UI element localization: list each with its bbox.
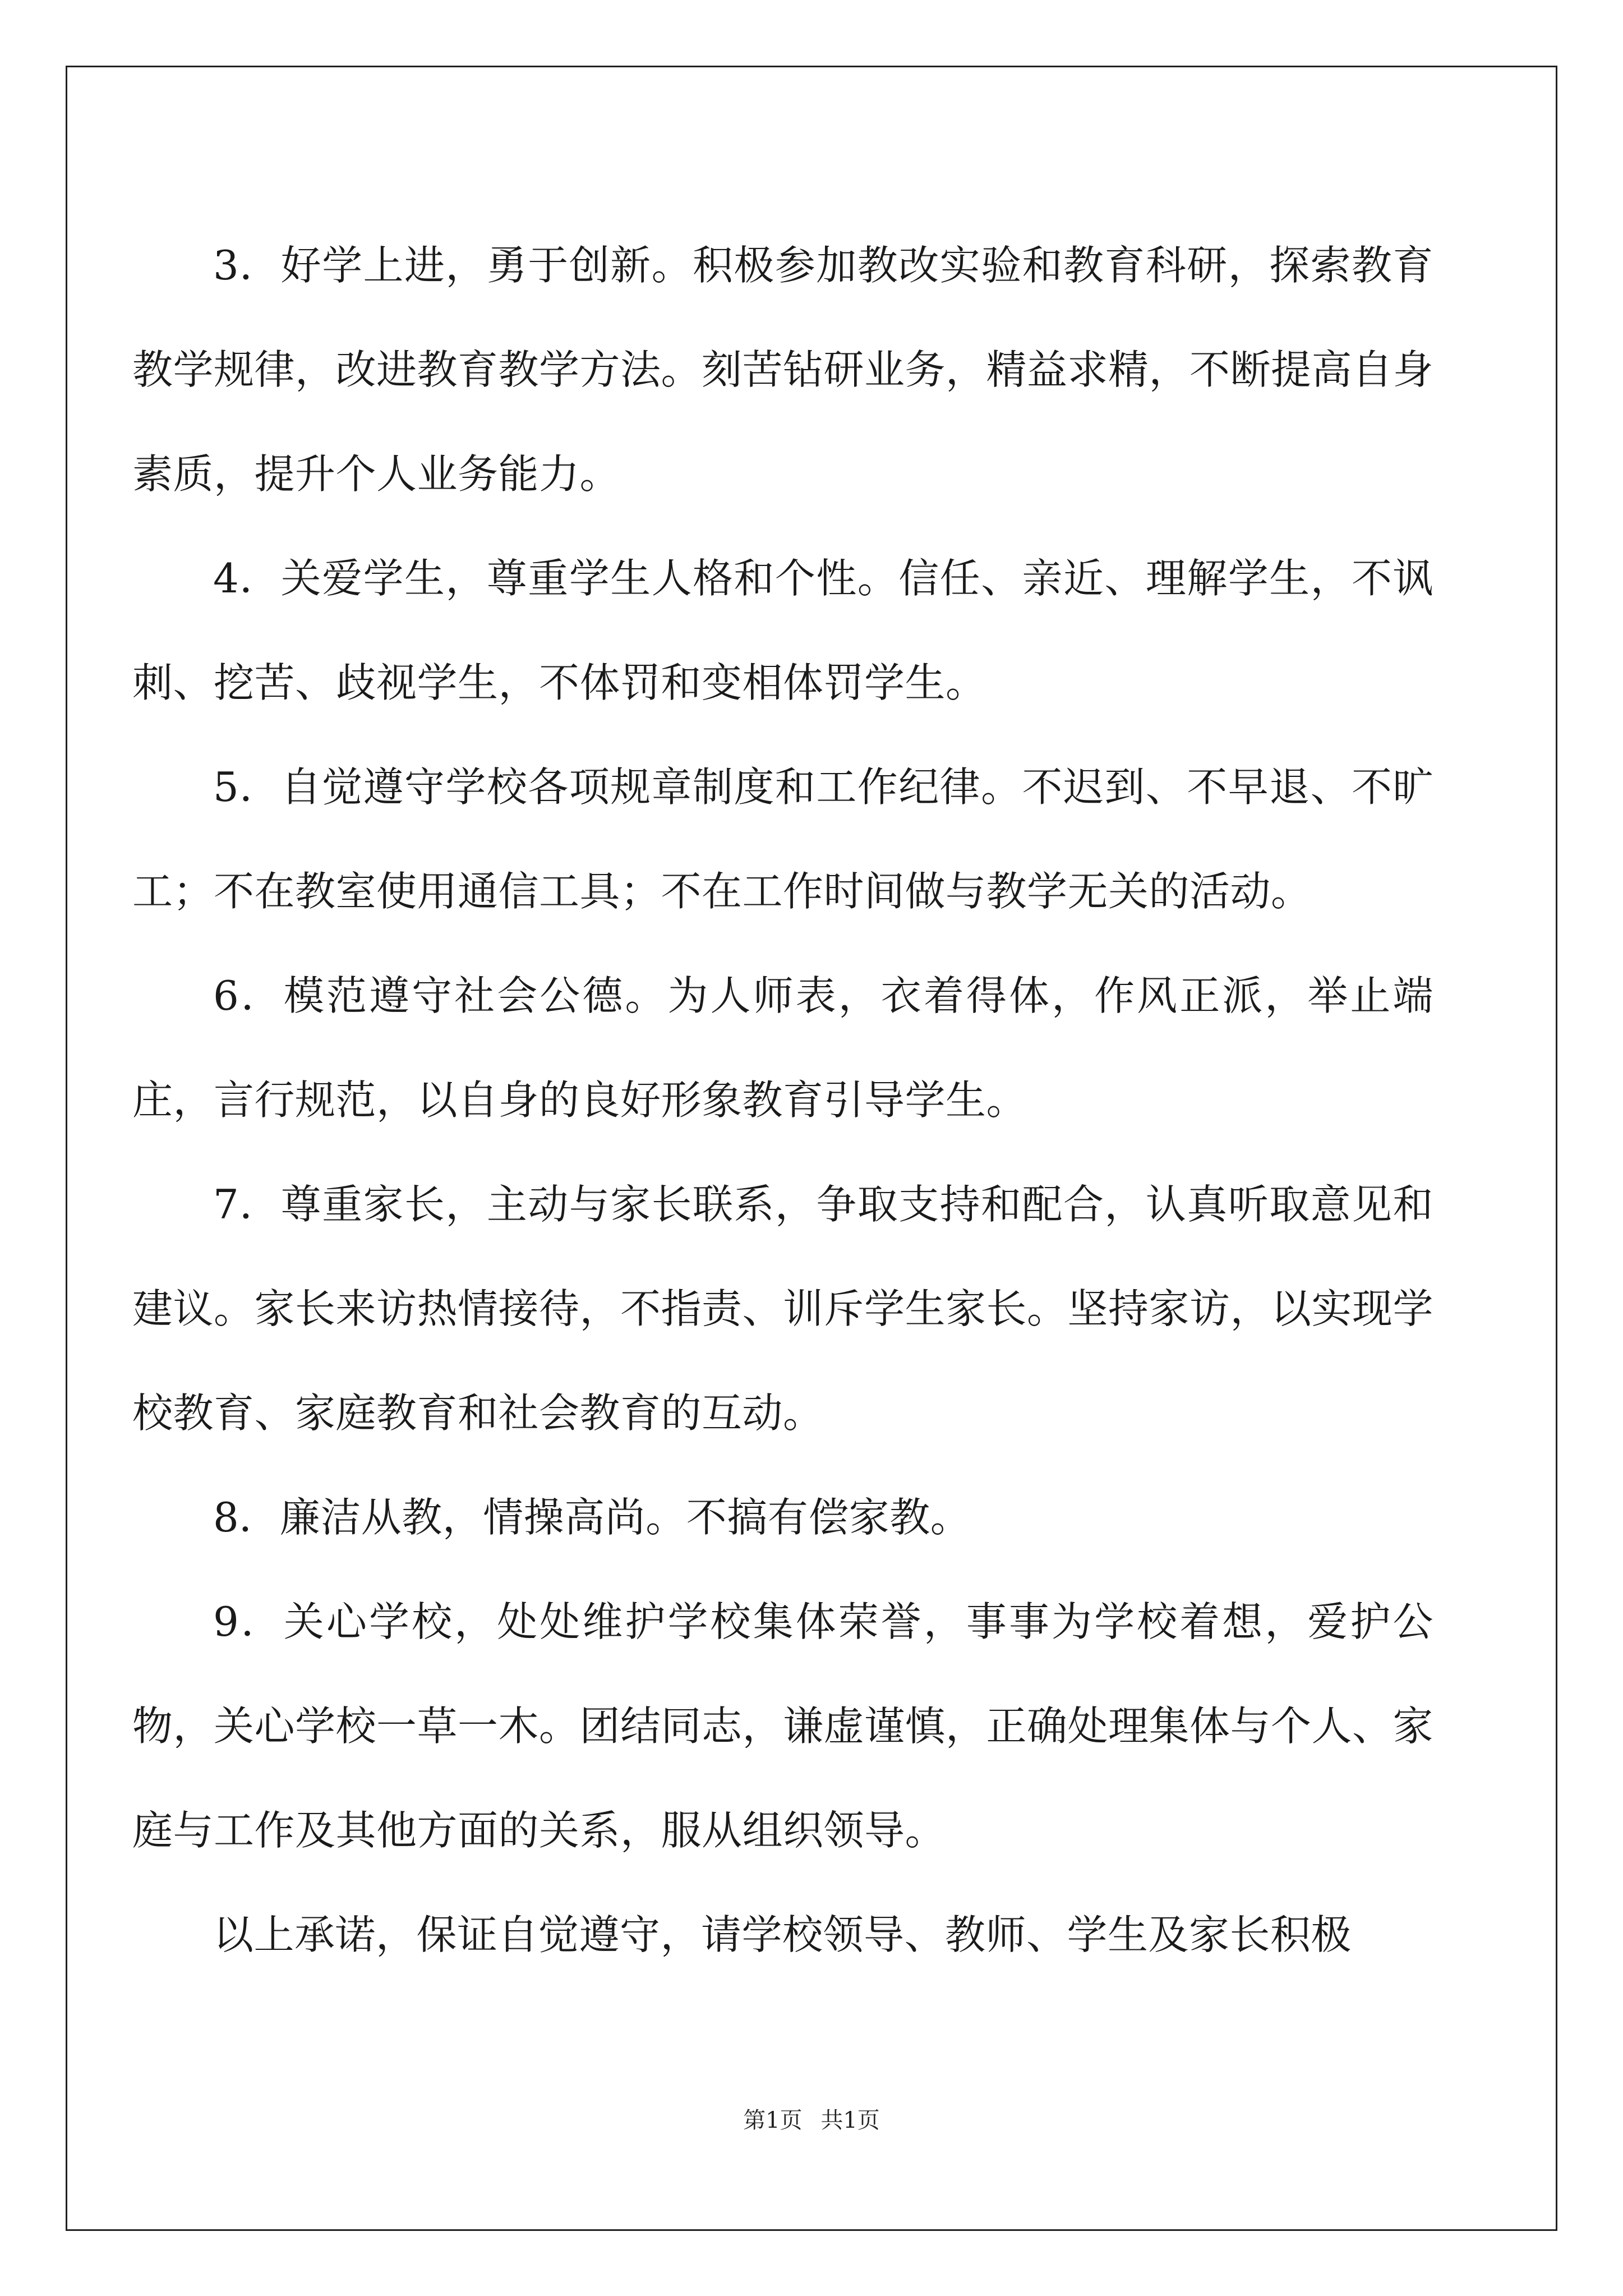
paragraph-item-3: 3．好学上进，勇于创新。积极参加教改实验和教育科研，探索教育教学规律，改进教育教学方法。刻苦钻研业务，精益求精，不断提高自身素质，提升个人业务能力。 (132, 242, 1434, 498)
paragraph-closing: 以上承诺，保证自觉遵守，请学校领导、教师、学生及家长积极 (213, 1911, 1352, 1958)
page-footer (0, 2104, 1623, 2137)
paragraph-item-9: 9．关心学校，处处维护学校集体荣誉，事事为学校着想，爱护公物，关心学校一草一木。团结同志，谦虚谨慎，正确处理集体与个人、家庭与工作及其他方面的关系，服从组织领导。 (132, 1598, 1434, 1854)
page-number: 第1页 (743, 2108, 803, 2133)
paragraph-item-5: 5．自觉遵守学校各项规章制度和工作纪律。不迟到、不早退、不旷工；不在教室使用通信工具；不在工作时间做与教学无关的活动。 (132, 763, 1433, 915)
document-body (132, 213, 1433, 1987)
paragraph-item-6: 6．模范遵守社会公德。为人师表，衣着得体，作风正派，举止端庄，言行规范，以自身的良好形象教育引导学生。 (132, 972, 1433, 1124)
paragraph-item-4: 4．关爱学生，尊重学生人格和个性。信任、亲近、理解学生，不讽刺、挖苦、歧视学生，不体罚和变相体罚学生。 (132, 555, 1433, 706)
total-pages: 共1页 (820, 2108, 880, 2133)
paragraph-item-8: 8．廉洁从教，情操高尚。不搞有偿家教。 (213, 1494, 971, 1541)
paragraph-item-7: 7．尊重家长，主动与家长联系，争取支持和配合，认真听取意见和建议。家长来访热情接待，不指责、训斥学生家长。坚持家访，以实现学校教育、家庭教育和社会教育的互动。 (132, 1181, 1434, 1437)
